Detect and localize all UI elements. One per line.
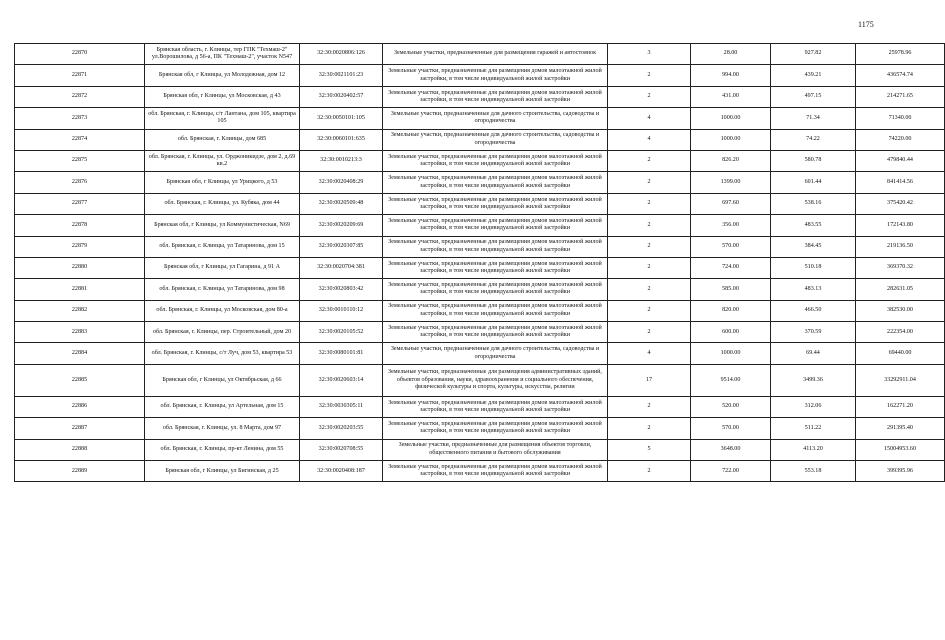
specific-value-cell: 3499.36 <box>771 364 856 396</box>
address-cell: обл. Брянская, г. Клинцы, ул. Орджоникидзе, дом 2, д.69 кв.2 <box>145 150 300 171</box>
cadastral-number-cell: 32:30:0020105:52 <box>300 322 383 343</box>
address-cell: обл. Брянская, г. Клинцы, ул Московская, дом 80-а <box>145 300 300 321</box>
specific-value-cell: 370.59 <box>771 322 856 343</box>
address-cell: Брянская обл, г Клинцы, ул Коммунистическая, N69 <box>145 215 300 236</box>
specific-value-cell: 74.22 <box>771 129 856 150</box>
specific-value-cell: 511.22 <box>771 418 856 439</box>
land-use-cell: Земельные участки, предназначенные для размещения домов малоэтажной жилой застройки, в том числе индивидуальной жилой застройки <box>383 150 608 171</box>
address-cell: Брянская обл, г Клинцы, ул Молодежная, дом 12 <box>145 65 300 86</box>
table-row <box>15 236 945 257</box>
cadastral-number-cell: 32:30:0020203:55 <box>300 418 383 439</box>
table-row <box>15 396 945 417</box>
land-use-cell: Земельные участки, предназначенные для размещения домов малоэтажной жилой застройки, в том числе индивидуальной жилой застройки <box>383 86 608 107</box>
land-use-cell: Земельные участки, предназначенные для размещения домов малоэтажной жилой застройки, в том числе индивидуальной жилой застройки <box>383 193 608 214</box>
land-use-cell: Земельные участки, предназначенные для размещения домов малоэтажной жилой застройки, в том числе индивидуальной жилой застройки <box>383 172 608 193</box>
cadastral-number-cell: 32:30:0020708:55 <box>300 439 383 460</box>
cadastral-value-cell: 369370.32 <box>856 257 945 278</box>
table-row <box>15 300 945 321</box>
area-cell: 724.00 <box>691 257 771 278</box>
table-row <box>15 418 945 439</box>
specific-value-cell: 69.44 <box>771 343 856 364</box>
cadastral-number-cell: 32:30:0020603:14 <box>300 364 383 396</box>
use-group-cell: 2 <box>608 236 691 257</box>
use-group-cell: 2 <box>608 65 691 86</box>
use-group-cell: 2 <box>608 150 691 171</box>
address-cell: обл. Брянская, г. Клинцы, ул Артельная, дом 15 <box>145 396 300 417</box>
specific-value-cell: 553.18 <box>771 461 856 482</box>
cadastral-value-cell: 382530.00 <box>856 300 945 321</box>
land-use-cell: Земельные участки, предназначенные для размещения домов малоэтажной жилой застройки, в том числе индивидуальной жилой застройки <box>383 418 608 439</box>
record-number-cell: 22875 <box>15 150 145 171</box>
record-number-cell: 22872 <box>15 86 145 107</box>
cadastral-value-cell: 172143.80 <box>856 215 945 236</box>
record-number-cell: 22884 <box>15 343 145 364</box>
address-cell: обл. Брянская, г. Клинцы, ул Татаринова, дом 98 <box>145 279 300 300</box>
address-cell: Брянская обл, г Клинцы, ул Урицкого, д 53 <box>145 172 300 193</box>
address-cell: обл. Брянская, г. Клинцы, ул. 8 Марта, дом 97 <box>145 418 300 439</box>
use-group-cell: 2 <box>608 461 691 482</box>
area-cell: 431.00 <box>691 86 771 107</box>
cadastral-number-cell: 32:30:0020209:69 <box>300 215 383 236</box>
cadastral-number-cell: 32:30:0020806:126 <box>300 44 383 65</box>
use-group-cell: 4 <box>608 108 691 129</box>
land-use-cell: Земельные участки, предназначенные для размещения гаражей и автостоянок <box>383 44 608 65</box>
specific-value-cell: 538.16 <box>771 193 856 214</box>
page-number: 1175 <box>858 20 874 29</box>
address-cell: обл. Брянская, г. Клинцы, ул. Кубяка, дом 44 <box>145 193 300 214</box>
use-group-cell: 5 <box>608 439 691 460</box>
table-row <box>15 215 945 236</box>
area-cell: 9514.00 <box>691 364 771 396</box>
cadastral-value-cell: 69440.00 <box>856 343 945 364</box>
specific-value-cell: 483.13 <box>771 279 856 300</box>
table-row <box>15 86 945 107</box>
land-use-cell: Земельные участки, предназначенные для размещения домов малоэтажной жилой застройки, в том числе индивидуальной жилой застройки <box>383 461 608 482</box>
address-cell: Брянская обл, г Клинцы, ул Гагарина, д 91 А <box>145 257 300 278</box>
cadastral-number-cell: 32:30:0020402:57 <box>300 86 383 107</box>
land-use-cell: Земельные участки, предназначенные для размещения домов малоэтажной жилой застройки, в том числе индивидуальной жилой застройки <box>383 236 608 257</box>
land-use-cell: Земельные участки, предназначенные для размещения домов малоэтажной жилой застройки, в том числе индивидуальной жилой застройки <box>383 257 608 278</box>
area-cell: 820.00 <box>691 300 771 321</box>
table-body <box>15 44 945 482</box>
cadastral-number-cell: 32:30:0020408:187 <box>300 461 383 482</box>
specific-value-cell: 439.21 <box>771 65 856 86</box>
land-use-cell: Земельные участки, предназначенные для размещения домов малоэтажной жилой застройки, в том числе индивидуальной жилой застройки <box>383 322 608 343</box>
land-use-cell: Земельные участки, предназначенные для размещения домов малоэтажной жилой застройки, в том числе индивидуальной жилой застройки <box>383 300 608 321</box>
cadastral-number-cell: 32:30:0010110:12 <box>300 300 383 321</box>
cadastral-number-cell: 32:30:0080101:81 <box>300 343 383 364</box>
record-number-cell: 22882 <box>15 300 145 321</box>
cadastral-number-cell: 32:30:0020509:48 <box>300 193 383 214</box>
cadastral-number-cell: 32:30:0060101:635 <box>300 129 383 150</box>
address-cell: обл. Брянская, г. Клинцы, дом 685 <box>145 129 300 150</box>
cadastral-number-cell: 32:30:0030305:11 <box>300 396 383 417</box>
address-cell: обл. Брянская, г. Клинцы, ул Татаринова, дом 15 <box>145 236 300 257</box>
cadastral-value-cell: 479840.44 <box>856 150 945 171</box>
specific-value-cell: 497.15 <box>771 86 856 107</box>
area-cell: 994.00 <box>691 65 771 86</box>
specific-value-cell: 580.78 <box>771 150 856 171</box>
area-cell: 585.00 <box>691 279 771 300</box>
record-number-cell: 22870 <box>15 44 145 65</box>
cadastral-value-cell: 841414.56 <box>856 172 945 193</box>
use-group-cell: 4 <box>608 129 691 150</box>
cadastral-number-cell: 32:30:0050101:105 <box>300 108 383 129</box>
specific-value-cell: 466.50 <box>771 300 856 321</box>
address-cell: Брянская обл, г Клинцы, ул Октябрьская, д 66 <box>145 364 300 396</box>
table-row <box>15 129 945 150</box>
record-number-cell: 22873 <box>15 108 145 129</box>
cadastral-value-cell: 282631.05 <box>856 279 945 300</box>
cadastral-number-cell: 32:30:0020704:381 <box>300 257 383 278</box>
address-cell: обл. Брянская, г. Клинцы, с/т Лантана, дом 105, квартира 105 <box>145 108 300 129</box>
land-use-cell: Земельные участки, предназначенные для дачного строительства, садоводства и огородничества <box>383 129 608 150</box>
area-cell: 570.00 <box>691 418 771 439</box>
specific-value-cell: 71.34 <box>771 108 856 129</box>
record-number-cell: 22885 <box>15 364 145 396</box>
use-group-cell: 17 <box>608 364 691 396</box>
use-group-cell: 2 <box>608 172 691 193</box>
use-group-cell: 2 <box>608 257 691 278</box>
specific-value-cell: 312.06 <box>771 396 856 417</box>
table-row <box>15 322 945 343</box>
cadastral-value-cell: 71340.00 <box>856 108 945 129</box>
cadastral-value-cell: 25978.96 <box>856 44 945 65</box>
specific-value-cell: 384.45 <box>771 236 856 257</box>
cadastral-value-cell: 214271.65 <box>856 86 945 107</box>
specific-value-cell: 927.82 <box>771 44 856 65</box>
specific-value-cell: 601.44 <box>771 172 856 193</box>
cadastral-value-cell: 219136.50 <box>856 236 945 257</box>
area-cell: 1000.00 <box>691 108 771 129</box>
use-group-cell: 2 <box>608 86 691 107</box>
land-use-cell: Земельные участки, предназначенные для размещения административных зданий, объектов образования, науки, здравоохранения и социального обеспечения, физической культуры и спорта, культуры, искусства, религии <box>383 364 608 396</box>
area-cell: 1399.00 <box>691 172 771 193</box>
record-number-cell: 22880 <box>15 257 145 278</box>
record-number-cell: 22876 <box>15 172 145 193</box>
address-cell: обл. Брянская, г. Клинцы, пр-кт Ленина, дом 55 <box>145 439 300 460</box>
area-cell: 722.00 <box>691 461 771 482</box>
record-number-cell: 22883 <box>15 322 145 343</box>
table-row <box>15 108 945 129</box>
table-row <box>15 193 945 214</box>
use-group-cell: 2 <box>608 418 691 439</box>
cadastral-number-cell: 32:30:0021101:23 <box>300 65 383 86</box>
cadastral-value-cell: 436574.74 <box>856 65 945 86</box>
area-cell: 3648.00 <box>691 439 771 460</box>
area-cell: 600.00 <box>691 322 771 343</box>
use-group-cell: 2 <box>608 396 691 417</box>
table-row <box>15 343 945 364</box>
cadastral-number-cell: 32:30:0010213:3 <box>300 150 383 171</box>
table-row <box>15 439 945 460</box>
cadastral-number-cell: 32:30:0020803:42 <box>300 279 383 300</box>
land-use-cell: Земельные участки, предназначенные для размещения объектов торговли, общественного питания и бытового обслуживания <box>383 439 608 460</box>
table-row <box>15 364 945 396</box>
table-row <box>15 65 945 86</box>
record-number-cell: 22879 <box>15 236 145 257</box>
cadastral-value-cell: 222354.00 <box>856 322 945 343</box>
cadastral-value-cell: 399395.96 <box>856 461 945 482</box>
use-group-cell: 2 <box>608 215 691 236</box>
area-cell: 520.00 <box>691 396 771 417</box>
cadastral-value-table <box>14 43 945 482</box>
use-group-cell: 2 <box>608 300 691 321</box>
land-use-cell: Земельные участки, предназначенные для размещения домов малоэтажной жилой застройки, в том числе индивидуальной жилой застройки <box>383 279 608 300</box>
land-use-cell: Земельные участки, предназначенные для дачного строительства, садоводства и огородничества <box>383 343 608 364</box>
table-row <box>15 44 945 65</box>
record-number-cell: 22889 <box>15 461 145 482</box>
use-group-cell: 2 <box>608 322 691 343</box>
record-number-cell: 22881 <box>15 279 145 300</box>
cadastral-value-cell: 162271.20 <box>856 396 945 417</box>
specific-value-cell: 4113.20 <box>771 439 856 460</box>
record-number-cell: 22874 <box>15 129 145 150</box>
address-cell: обл. Брянская, г. Клинцы, с/т Луч, дом 53, квартира 53 <box>145 343 300 364</box>
land-use-cell: Земельные участки, предназначенные для размещения домов малоэтажной жилой застройки, в том числе индивидуальной жилой застройки <box>383 65 608 86</box>
area-cell: 1000.00 <box>691 343 771 364</box>
table-row <box>15 461 945 482</box>
land-use-cell: Земельные участки, предназначенные для размещения домов малоэтажной жилой застройки, в том числе индивидуальной жилой застройки <box>383 215 608 236</box>
area-cell: 356.00 <box>691 215 771 236</box>
cadastral-value-cell: 74220.00 <box>856 129 945 150</box>
table-row <box>15 279 945 300</box>
address-cell: обл. Брянская, г. Клинцы, пер. Строительный, дом 20 <box>145 322 300 343</box>
land-use-cell: Земельные участки, предназначенные для размещения домов малоэтажной жилой застройки, в том числе индивидуальной жилой застройки <box>383 396 608 417</box>
table-row <box>15 257 945 278</box>
address-cell: Брянская обл, г Клинцы, ул Бигинская, д 25 <box>145 461 300 482</box>
record-number-cell: 22871 <box>15 65 145 86</box>
record-number-cell: 22878 <box>15 215 145 236</box>
area-cell: 570.00 <box>691 236 771 257</box>
address-cell: Брянская обл, г Клинцы, ул Московская, д 43 <box>145 86 300 107</box>
area-cell: 1000.00 <box>691 129 771 150</box>
cadastral-number-cell: 32:30:0020408:29 <box>300 172 383 193</box>
specific-value-cell: 510.18 <box>771 257 856 278</box>
land-use-cell: Земельные участки, предназначенные для дачного строительства, садоводства и огородничества <box>383 108 608 129</box>
cadastral-value-cell: 375420.42 <box>856 193 945 214</box>
use-group-cell: 2 <box>608 279 691 300</box>
record-number-cell: 22888 <box>15 439 145 460</box>
record-number-cell: 22887 <box>15 418 145 439</box>
table-row <box>15 150 945 171</box>
area-cell: 28.00 <box>691 44 771 65</box>
address-cell: Брянская область, г. Клинцы, тер ГПК "Техмаш-2" ул.Ворошилова, д 56-а, ПК "Техмаш-2", участок N547 <box>145 44 300 65</box>
use-group-cell: 2 <box>608 193 691 214</box>
cadastral-number-cell: 32:30:0020307:85 <box>300 236 383 257</box>
use-group-cell: 4 <box>608 343 691 364</box>
use-group-cell: 3 <box>608 44 691 65</box>
cadastral-value-cell: 291395.40 <box>856 418 945 439</box>
specific-value-cell: 483.55 <box>771 215 856 236</box>
record-number-cell: 22877 <box>15 193 145 214</box>
area-cell: 697.60 <box>691 193 771 214</box>
cadastral-value-cell: 33292911.04 <box>856 364 945 396</box>
record-number-cell: 22886 <box>15 396 145 417</box>
table-row <box>15 172 945 193</box>
area-cell: 826.20 <box>691 150 771 171</box>
cadastral-value-cell: 15004953.60 <box>856 439 945 460</box>
